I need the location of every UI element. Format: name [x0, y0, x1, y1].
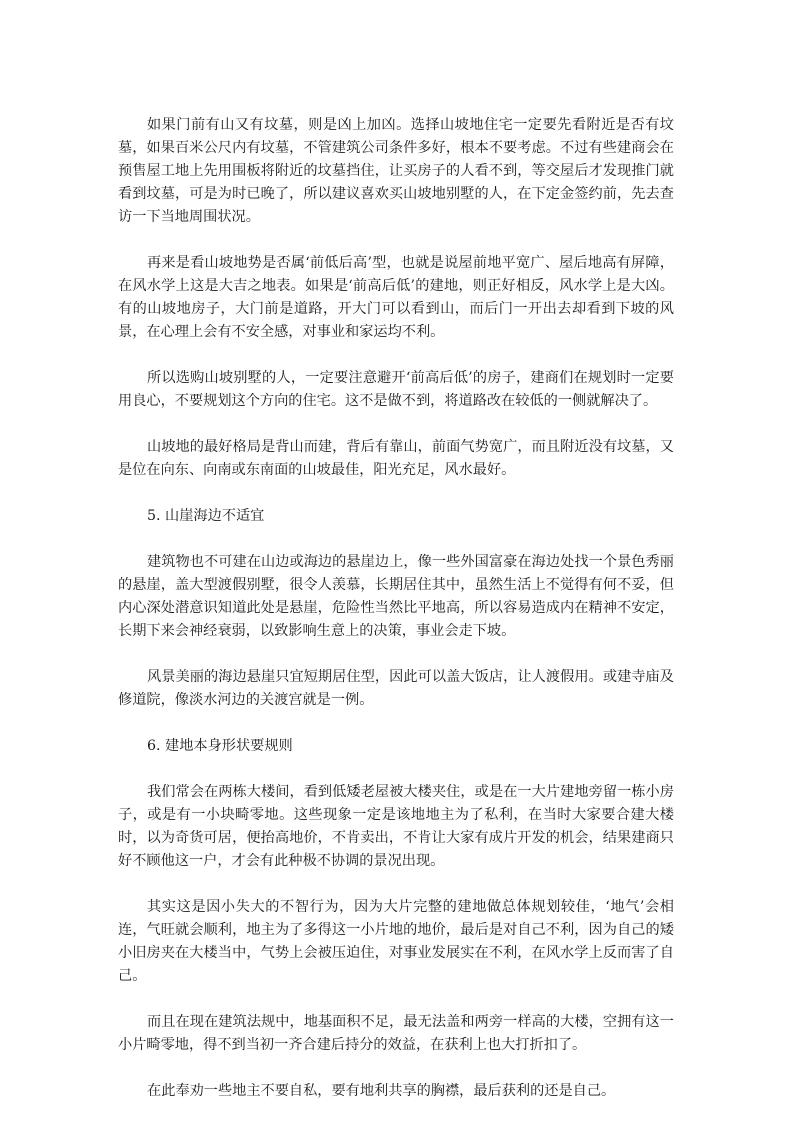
paragraph: 建筑物也不可建在山边或海边的悬崖边上，像一些外国富豪在海边处找一个景色秀丽的悬崖，盖大型渡假别墅，很令人羡慕，长期居住其中，虽然生活上不觉得有何不妥，但内心深处潜意识知道此处是悬崖，危险性当然比平地高，所以容易造成内在精神不安定，长期下来会神经衰弱，以致影响生意上的决策，事业会走下坡。: [118, 554, 674, 639]
document-body: [118, 114, 674, 1126]
paragraph: 风景美丽的海边悬崖只宜短期居住型，因此可以盖大饭店，让人渡假用。或建寺庙及修道院，像淡水河边的关渡宫就是一例。: [118, 669, 674, 708]
paragraph: 山坡地的最好格局是背山而建，背后有靠山，前面气势宽广，而且附近没有坟墓，又是位在向东、向南或东南面的山坡最佳，阳光充足，风水最好。: [118, 439, 674, 478]
paragraph: 如果门前有山又有坟墓，则是凶上加凶。选择山坡地住宅一定要先看附近是否有坟墓，如果百米公尺内有坟墓，不管建筑公司条件多好，根本不要考虑。不过有些建商会在预售屋工地上先用围板将附近的坟墓挡住，让买房子的人看不到，等交屋后才发现推门就看到坟墓，可是为时已晚了，所以建议喜欢买山坡地别墅的人，在下定金签约前，先去查访一下当地周围状况。: [118, 117, 674, 225]
paragraph: 而且在现在建筑法规中，地基面积不足，最无法盖和两旁一样高的大楼，空拥有这一小片畸零地，得不到当初一齐合建后持分的效益，在获利上也大打折扣了。: [118, 1014, 674, 1053]
paragraph: 所以选购山坡别墅的人，一定要注意避开‘前高后低’的房子，建商们在规划时一定要用良心，不要规划这个方向的住宅。这不是做不到，将道路改在较低的一侧就解决了。: [118, 370, 674, 409]
section-heading: 6. 建地本身形状要规则: [147, 738, 293, 754]
paragraph: 再来是看山坡地势是否属‘前低后高’型，也就是说屋前地平宽广、屋后地高有屏障，在风水学上这是大吉之地表。如果是‘前高后低’的建地，则正好相反，风水学上是大凶。有的山坡地房子，大门前是道路，开大门可以看到山，而后门一开出去却看到下坡的风景，在心理上会有不安全感，对事业和家运均不利。: [118, 255, 674, 340]
paragraph: 我们常会在两栋大楼间，看到低矮老屋被大楼夹住，或是在一大片建地旁留一栋小房子，或是有一小块畸零地。这些现象一定是该地地主为了私利，在当时大家要合建大楼时，以为奇货可居，便抬高地价，不肯卖出，不肯让大家有成片开发的机会，结果建商只好不顾他这一户，才会有此种极不协调的景况出现。: [118, 784, 674, 869]
paragraph: 在此奉劝一些地主不要自私，要有地利共享的胸襟，最后获利的还是自己。: [147, 1083, 616, 1099]
section-heading: 5. 山崖海边不适宜: [147, 508, 265, 524]
paragraph: 其实这是因小失大的不智行为，因为大片完整的建地做总体规划较佳，‘地气’会相连，气旺就会顺利，地主为了多得这一小片地的地价，最后是对自己不利，因为自己的矮小旧房夹在大楼当中，气势上会被压迫住，对事业发展实在不利，在风水学上反而害了自己。: [118, 899, 674, 984]
